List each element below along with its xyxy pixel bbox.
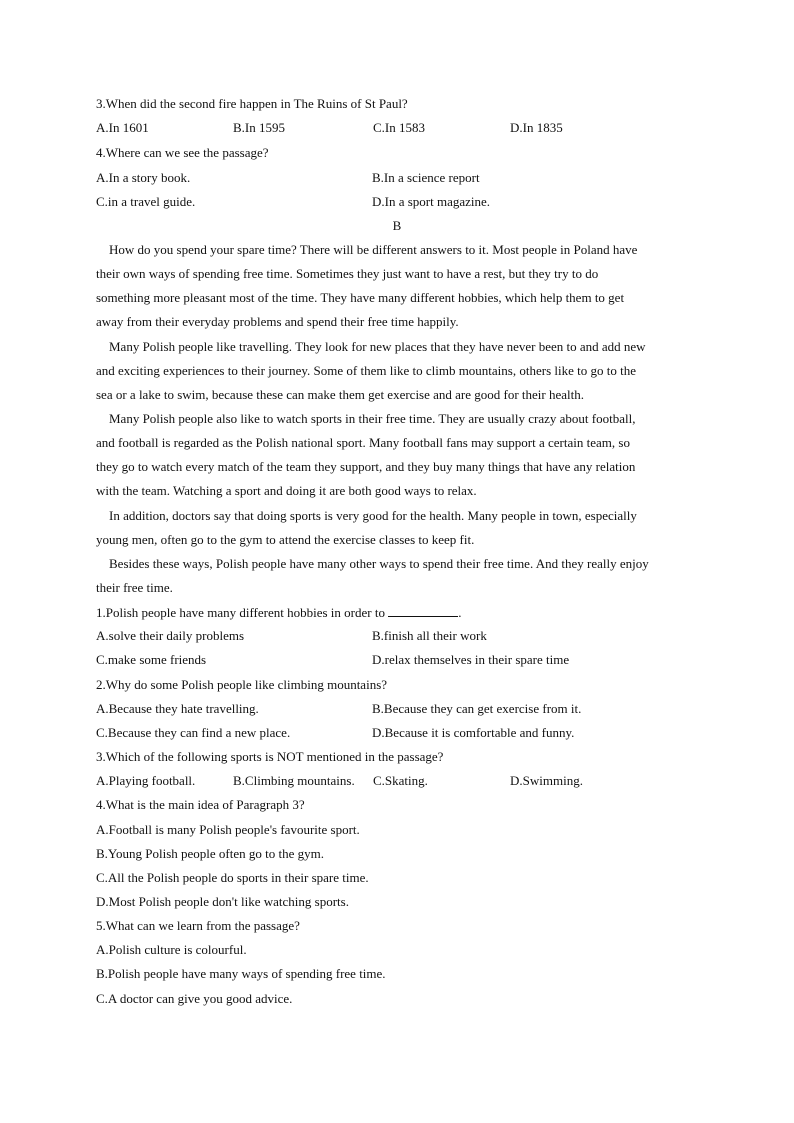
b-q1-text (96, 604, 461, 621)
b-q1-stem: 1.Polish people have many different hobbies in order to (96, 605, 389, 620)
passage-line: and football is regarded as the Polish national sport. Many football fans may support a certain team, so (96, 435, 630, 450)
passage-line: with the team. Watching a sport and doing it are both good ways to relax. (96, 483, 477, 498)
b-q2-option-b: B.Because they can get exercise from it. (372, 701, 582, 716)
b-q1-option-c: C.make some friends (96, 652, 207, 667)
a-q4-option-d: D.In a sport magazine. (372, 194, 491, 209)
passage-line: away from their everyday problems and spend their free time happily. (96, 314, 459, 329)
b-q2-option-c: C.Because they can find a new place. (96, 725, 291, 740)
a-q4-option-b: B.In a science report (372, 170, 480, 185)
a-q3-option-a: A.In 1601 (96, 120, 149, 135)
passage-line: something more pleasant most of the time. They have many different hobbies, which help them to get (96, 290, 625, 305)
passage-line: Many Polish people like travelling. They look for new places that they have never been to and add new (109, 339, 646, 354)
b-q3-option-c: C.Skating. (373, 773, 428, 788)
b-q1-option-a: A.solve their daily problems (96, 628, 245, 643)
b-q3-option-b: B.Climbing mountains. (233, 773, 355, 788)
b-q4-option-a: A.Football is many Polish people's favourite sport. (96, 822, 360, 837)
b-q5-option-c: C.A doctor can give you good advice. (96, 991, 293, 1006)
b-q3-option-a: A.Playing football. (96, 773, 196, 788)
a-q3-text: 3.When did the second fire happen in The Ruins of St Paul? (96, 96, 408, 111)
b-q2-text: 2.Why do some Polish people like climbing mountains? (96, 677, 388, 692)
passage-line: In addition, doctors say that doing sports is very good for the health. Many people in town, especially (109, 508, 637, 523)
a-q3-option-b: B.In 1595 (233, 120, 285, 135)
b-q1-option-b: B.finish all their work (372, 628, 487, 643)
a-q3-option-c: C.In 1583 (373, 120, 425, 135)
passage-line: How do you spend your spare time? There will be different answers to it. Most people in Poland have (109, 242, 638, 257)
a-q4-option-a: A.In a story book. (96, 170, 191, 185)
b-q4-option-b: B.Young Polish people often go to the gym. (96, 846, 324, 861)
passage-line: Many Polish people also like to watch sports in their free time. They are usually crazy about football, (109, 411, 636, 426)
passage-line: and exciting experiences to their journey. Some of them like to climb mountains, others like to go to the (96, 363, 636, 378)
b-q4-text: 4.What is the main idea of Paragraph 3? (96, 797, 305, 812)
a-q3-option-d: D.In 1835 (510, 120, 563, 135)
b-q1-end: . (458, 605, 462, 620)
b-q5-option-a: A.Polish culture is colourful. (96, 942, 247, 957)
a-q4-text: 4.Where can we see the passage? (96, 145, 269, 160)
answer-blank (388, 604, 458, 617)
b-q3-text: 3.Which of the following sports is NOT mentioned in the passage? (96, 749, 444, 764)
b-q3-option-d: D.Swimming. (510, 773, 583, 788)
section-heading: B (392, 218, 402, 233)
b-q2-option-d: D.Because it is comfortable and funny. (372, 725, 575, 740)
passage-line: sea or a lake to swim, because these can make them get exercise and are good for their health. (96, 387, 585, 402)
b-q5-text: 5.What can we learn from the passage? (96, 918, 300, 933)
b-q2-option-a: A.Because they hate travelling. (96, 701, 259, 716)
passage-line: they go to watch every match of the team they support, and they buy many things that have any relation (96, 459, 636, 474)
b-q4-option-d: D.Most Polish people don't like watching sports. (96, 894, 349, 909)
b-q1-option-d: D.relax themselves in their spare time (372, 652, 570, 667)
a-q4-option-c: C.in a travel guide. (96, 194, 196, 209)
passage-line: Besides these ways, Polish people have many other ways to spend their free time. And they really enjoy (109, 556, 649, 571)
b-q5-option-b: B.Polish people have many ways of spending free time. (96, 966, 386, 981)
passage-line: young men, often go to the gym to attend the exercise classes to keep fit. (96, 532, 475, 547)
passage-line: their free time. (96, 580, 173, 595)
b-q4-option-c: C.All the Polish people do sports in their spare time. (96, 870, 369, 885)
passage-line: their own ways of spending free time. Sometimes they just want to have a rest, but they try to do (96, 266, 599, 281)
